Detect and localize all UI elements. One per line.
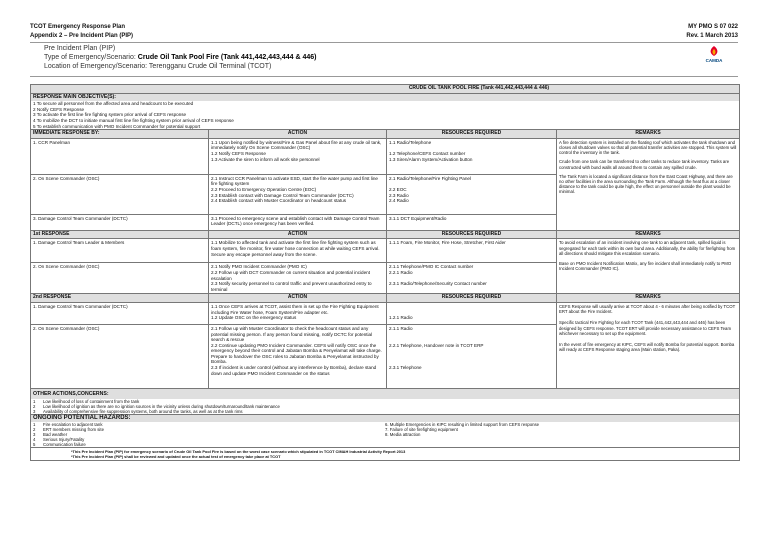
list-item: 3 Bad weather — [33, 432, 68, 438]
first-response-heading: 1st RESPONSE — [31, 230, 209, 239]
list-item: 2 Low likelihood of ignition as there are no ignition sources in the vicinity unless during shutdown/turnaround/tank maintenance — [33, 403, 280, 409]
pip-type: Type of Emergency/Scenario: Crude Oil Tank Pool Fire (Tank 441,442,443,444 & 446) — [44, 54, 317, 61]
resources-cell: 2.1.1 Telephone/PMO IC Contact number 2.2.1 Radio 2.3.1 Radio/Telephone/Security Contact number — [387, 263, 557, 294]
resources-cell: 2.1.1 Radio 2.2.1 Telephone, Handover note in TCOT ERP 2.3.1 Telephone — [387, 324, 557, 388]
first-response-header-row — [31, 230, 740, 239]
objective-item: 1 To secure all personnel from the affected area and headcount to be executed — [33, 101, 194, 107]
objective-item: 2 Notify CEFS Response — [33, 106, 85, 112]
remarks-column-header: REMARKS — [557, 294, 740, 303]
scenario-title: CRUDE OIL TANK POOL FIRE (Tank 441,442,443,444 & 446) — [31, 85, 740, 94]
action-cell: 3.1 Proceed to emergency scene and establish contact with Damage Control Team Leader (DCTL) once emergency has been verified. — [209, 214, 387, 230]
resources-cell: 3.1.1 DCT Equipment/Radio — [387, 214, 557, 230]
pip-location: Location of Emergency/Scenario: Terengganu Crude Oil Terminal (TCOT) — [44, 63, 272, 70]
resources-cell: 1.1.1 Foam, Fire Monitor, Fire Hose, Stretcher, First Aider — [387, 239, 557, 263]
document-header-right — [686, 23, 738, 41]
remarks-cell: To avoid escalation of an incident involving one tank to an adjacent tank, spilled liquid is segregated for each tank within its own bund area. Additionally, the ability for firefighting from all directions should mitigate this escalation scenario. Base on PMO Incident Notification Matrix, any fire incident shall immediately notify to PMO Incident Commander (PMO IC). — [557, 239, 740, 294]
responder-cell: 2. On Scene Commander (OSC) — [31, 263, 209, 294]
resources-column-header: RESOURCES REQUIRED — [387, 294, 557, 303]
header-divider — [30, 42, 738, 43]
objectives-list — [31, 101, 740, 129]
action-cell: 2.1 Follow up with Muster Coordinator to check the headcount status and any potential missing person. If any person found missing, notify DCTC for potential search & rescue 2.2 Continue updating PMO Incident Commander. CEFS will notify OSC once the emergency beyond their control and Jabatan Bomba & Penyelamat will take charge. Prepare to handover the OSC roles to Jabatan Bomba & Penyelamat instructed by Bomba. 2.3 If incident is under control (without any interference by Bomba), declare stand down and update PMO Incident Commander on the status — [209, 324, 387, 388]
list-item: 4 Serious Injury/Fatality — [33, 437, 85, 443]
document-title: TCOT Emergency Response Plan — [30, 24, 126, 30]
resources-cell: 2.1 Radio/Telephone/Fire Fighting Panel 2.2 EOC 2.3 Radio 2.4 Radio — [387, 174, 557, 214]
remarks-cell: CEFS Response will usually arrive at TCOT about 4 - 6 minutes after being notified by TCOT ERT about the Fire Incident. Specific tactical Fire Fighting for each TCOT Tank (441,442,443,444 and 446) has been designed by CEFS response. TCOT ERT will provide necessary assistance to CEFS Team whichever necessary to set up the equipment. In the event of fire emergency at KIPC, CEFS will notify Bomba for potential support. Bomba will ready at CEFS Response staging area (Main station, Paka). — [557, 302, 740, 388]
logo-icon — [706, 45, 722, 57]
list-item: 7. Failure of site firefighting equipment — [385, 427, 458, 433]
pip-divider — [30, 76, 738, 77]
list-item: 5 Communication failure — [33, 442, 86, 448]
objectives-heading: RESPONSE MAIN OBJECTIVE(S): — [31, 93, 740, 101]
hazards-left-column — [33, 422, 385, 447]
resources-cell: 1.2.1 Radio — [387, 302, 557, 324]
footnote: *This Pre Incident Plan (PIP) shall be reviewed and updated once the actual test of emergency take place at TCOT — [71, 454, 281, 460]
list-item: 8. Media attraction — [385, 432, 421, 438]
responder-cell: 2. On Scene Commander (OSC) — [31, 324, 209, 388]
responder-cell: 1. Damage Control Team Leader & Members — [31, 239, 209, 263]
list-item: 2 ERT members missing from site — [33, 427, 104, 433]
concerns-heading: OTHER ACTIONS,CONCERNS: — [31, 388, 740, 398]
action-cell: 1.1 Mobilize to affected tank and activate the first line fire fighting system such as foam system, fire monitor, fire water hose connection at while waiting CEFS arrival. Secure any escape personnel away from the scene. — [209, 239, 387, 263]
action-column-header: ACTION — [209, 230, 387, 239]
revision-label: Rev. 1 March 2013 — [686, 33, 738, 39]
footnotes — [31, 448, 740, 461]
remarks-cell: A fire detection system is installed on the floating roof which activates the tank shutdown and closes all shutdown valves so that all potential transfer activities are stopped. This system will control the inventory in the tank. Crude from one tank can be transferred to other tanks to reduce tank inventory. Tanks are constructed with bund walls all around them to contain any spilled crude. The Tank Farm is located a significant distance from the East Coast Highway, and there are no other facilities in the area surrounding the Tank Farm. Although the heat flux at a closer distance to the tank could be quite high, the effect on personnel outside the plant would be minimal. — [557, 138, 740, 230]
immediate-response-heading: IMMEDIATE RESPONSE BY: — [31, 130, 209, 139]
list-item: 1 Fire escalation to adjacent tank — [33, 422, 103, 428]
responder-cell: 1. Damage Control Team Commander (DCTC) — [31, 302, 209, 324]
objective-item: 5 To establish communication with PMO Incident Commander for potential support — [33, 123, 201, 129]
table-row — [31, 302, 740, 324]
logo-text: CAMDA — [705, 58, 723, 63]
second-response-heading: 2nd RESPONSE — [31, 294, 209, 303]
list-item: 1 Low likelihood of loss of containment from the tank — [33, 398, 140, 404]
action-cell: 1.1 Once CEFS arrives at TCOT, assist them in set up the Fire Fighting Equipment including Fire Water hose, Foam System/Fire adapter etc. 1.2 Update OSC on the emergency status — [209, 302, 387, 324]
table-row — [31, 239, 740, 263]
document-number: MY PMO S 07 022 — [688, 24, 738, 30]
action-cell: 2.1 Notify PMO Incident Commander (PMO IC) 2.2 Follow up with DCT Commander on current situation and potential incident escalation 2.3 Notify security personnel to control traffic and prevent unauthorized entry to terminal — [209, 263, 387, 294]
objective-item: 3 To activate the first line fire fighting system prior arrival of CEFS response — [33, 112, 187, 118]
hazards-list — [31, 422, 740, 448]
responder-cell: 2. On Scene Commander (OSC) — [31, 174, 209, 214]
company-logo — [690, 45, 738, 67]
hazards-right-column — [385, 422, 737, 447]
pre-incident-plan-table — [30, 84, 739, 524]
appendix-label: Appendix 2 – Pre Incident Plan (PIP) — [30, 33, 134, 39]
concerns-list — [31, 399, 740, 415]
list-item: 3 Availability of comprehensive fire suppression systems, both around the tanks, as well as at the tank rims — [33, 408, 243, 414]
responder-cell: 3. Damage Control Team Commander (DCTC) — [31, 214, 209, 230]
list-item: 6. Multiple Emergencies in KIPC resulting in limited support from CEFS response — [385, 422, 540, 428]
second-response-header-row — [31, 294, 740, 303]
immediate-header-row — [31, 130, 740, 139]
hazards-heading: ONGOING POTENTIAL HAZARDS: — [31, 414, 740, 422]
responder-cell: 1. CCR Panelman — [31, 138, 209, 174]
remarks-column-header: REMARKS — [557, 230, 740, 239]
resources-column-header: RESOURCES REQUIRED — [387, 130, 557, 139]
resources-column-header: RESOURCES REQUIRED — [387, 230, 557, 239]
resources-cell: 1.1 Radio/Telephone 1.2 Telephone/CEFS Contact number 1.3 Siren/Alarm System/Activation button — [387, 138, 557, 174]
footnote: *This Pre Incident Plan (PIP) for emergency scenario of Crude Oil Tank Pool Fire is based on the worst case scenario which stipulated in TCOT CIMAH Industrial Activity Report 2013 — [71, 449, 406, 455]
action-column-header: ACTION — [209, 130, 387, 139]
action-column-header: ACTION — [209, 294, 387, 303]
table-row — [31, 138, 740, 174]
pip-heading: Pre Incident Plan (PIP) — [44, 45, 116, 52]
document-header-left — [30, 23, 133, 41]
action-cell: 1.1 Upon being notified by witness/Fire & Gas Panel about fire at any crude oil tank, immediately notify On Scene Commander (OSC) 1.2 Notify CEFS Response 1.3 Activate the siren to inform all work site personnel — [209, 138, 387, 174]
action-cell: 2.1 Instruct CCR Panelman to activate ESD, start the fire water pump and first line fire fighting system 2.2 Proceed to Emergency Operation Centre (EOC) 2.3 Establish contact with Damage Control Team Commander (DCTC) 2.4 Establish contact with Muster Coordinator on headcount status — [209, 174, 387, 214]
pip-info — [44, 44, 644, 71]
objective-item: 4 To mobilize the DCT to initiate manual first line fire fighting system prior arrival of CEFS response — [33, 117, 234, 123]
remarks-column-header: REMARKS — [557, 130, 740, 139]
